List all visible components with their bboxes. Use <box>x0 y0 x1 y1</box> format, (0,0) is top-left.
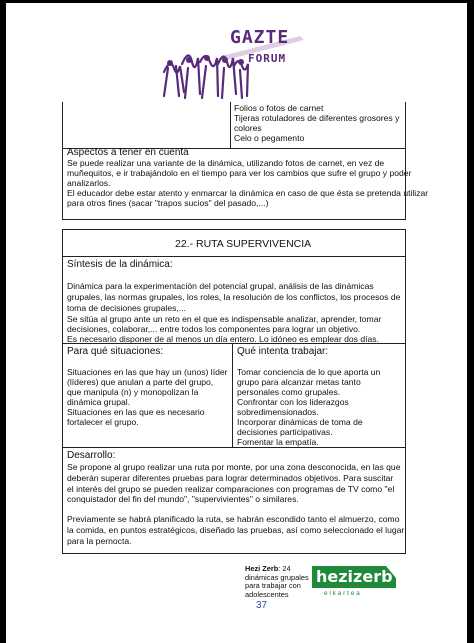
table-border-right <box>405 102 406 220</box>
development-line: el interés del grupo se pueden realizar comparaciones con programas de TV como "el <box>67 484 395 494</box>
situations-line: fortalecer el grupo. <box>67 417 139 427</box>
activity-border-bottom <box>62 553 406 554</box>
activity-title: 22.- RUTA SUPERVIVENCIA <box>175 238 312 250</box>
material-item: Tijeras rotuladores de diferentes grosores y <box>234 113 400 123</box>
footer-book-title: Hezi Zerb <box>245 564 279 573</box>
development-heading: Desarrollo: <box>67 450 116 461</box>
goals-line: Confrontar con los liderazgos <box>237 397 349 407</box>
synthesis-line: grupales, las normas grupales, los roles, la resolución de los conflictos, los procesos de <box>67 292 401 302</box>
aspects-line: analizarlos. <box>67 178 111 188</box>
table-border-bottom <box>62 219 406 220</box>
situations-line: (líderes) que anulan a parte del grupo, <box>67 377 214 387</box>
hezizerb-logo <box>310 565 400 601</box>
logo-subtitle: FORUM <box>248 52 287 65</box>
brand-subtitle: e l k a r t e a <box>324 590 360 597</box>
situations-column-divider <box>232 343 233 447</box>
synthesis-line: Dinámica para la experimentación del potencial grupal, análisis de las dinámicas <box>67 281 374 291</box>
footer-book-line: adolescentes <box>245 589 289 599</box>
goals-row-divider <box>62 447 406 448</box>
goals-heading: Qué intenta trabajar: <box>237 346 329 357</box>
aspects-line: Se puede realizar una variante de la dinámica, utilizando fotos de carnet, en vez de <box>67 158 385 168</box>
footer-book-line: para trabajar con <box>245 581 301 591</box>
synthesis-line: Es necesario disponer de al menos un día entero. Lo idóneo es emplear dos días. <box>67 334 379 344</box>
activity-border-right <box>405 229 406 554</box>
activity-border-top <box>62 229 406 230</box>
page-number: 37 <box>256 600 268 611</box>
synthesis-line: Se sitúa al grupo ante un reto en el que es indispensable analizar, aprender, tomar <box>67 314 382 324</box>
window-left-border <box>0 0 6 643</box>
goals-line: grupo para alcanzar metas tanto <box>237 377 361 387</box>
goals-line: Fomentar la empatía. <box>237 437 319 447</box>
goals-line: sobredimensionados. <box>237 407 319 417</box>
material-item: Celo o pegamento <box>234 133 305 143</box>
goals-line: decisiones participativas. <box>237 427 333 437</box>
synthesis-heading: Síntesis de la dinámica: <box>67 259 173 270</box>
window-top-border <box>0 0 474 3</box>
aspects-heading: Aspectos a tener en cuenta <box>67 147 189 158</box>
window-right-border <box>467 0 474 643</box>
situations-line: Situaciones en las que es necesario <box>67 407 205 417</box>
footer-book-title-rest: : 24 <box>278 564 291 573</box>
brand-name: hezizerb <box>316 567 393 586</box>
situations-line: dinámica grupal. <box>67 397 131 407</box>
development-line: Se propone al grupo realizar una ruta por monte, por una zona desconocida, en las que <box>67 462 401 472</box>
title-row-divider <box>62 256 406 257</box>
development-line: conquistador del fin del mundo", "supervivientes" o similares. <box>67 494 299 504</box>
table-column-divider <box>230 102 231 149</box>
footer-book-line: dinámicas grupales <box>245 572 309 582</box>
development-line: deberán superar diferentes pruebas para lograr determinados objetivos. Para suscitar <box>67 473 394 483</box>
synthesis-line: decisiones, colaborar,... entre todos los componentes para lograr un objetivo. <box>67 324 361 334</box>
development-line: la comida, en puntos estratégicos, diseñado las pruebas, así como seleccionado el lugar <box>67 525 405 535</box>
material-item: Folios o fotos de carnet <box>234 103 324 113</box>
situations-line: que manipula (n) y monopolizan la <box>67 387 199 397</box>
aspects-line: muñequitos, e ir trabajándolo en el tiempo para ver los cambios que sufre el grupo y poder <box>67 168 412 178</box>
table-border-left <box>62 102 63 149</box>
aspects-border-left <box>62 148 63 220</box>
goals-line: personales como grupales. <box>237 387 341 397</box>
activity-border-left <box>62 229 63 554</box>
situations-heading: Para qué situaciones: <box>67 346 164 357</box>
aspects-line: para otros fines (sacar "trapos sucios" del pasado,...) <box>67 198 269 208</box>
development-line: para la pernocta. <box>67 536 132 546</box>
situations-line: Situaciones en las que hay un (unos) líder <box>67 367 228 377</box>
goals-line: Incorporar dinámicas de toma de <box>237 417 363 427</box>
footer-book-info <box>245 565 309 599</box>
development-line: Previamente se habrá planificado la ruta, se habrán escondido tanto el almuerzo, como <box>67 514 400 524</box>
synthesis-line: toma de decisiones grupales,... <box>67 303 186 313</box>
logo-title: GAZTE <box>230 27 290 48</box>
aspects-line: El educador debe estar atento y enmarcar la dinámica en caso de que ésta se pretenda utilizar <box>67 188 429 198</box>
material-item: colores <box>234 123 262 133</box>
goals-line: Tomar conciencia de lo que aporta un <box>237 367 381 377</box>
